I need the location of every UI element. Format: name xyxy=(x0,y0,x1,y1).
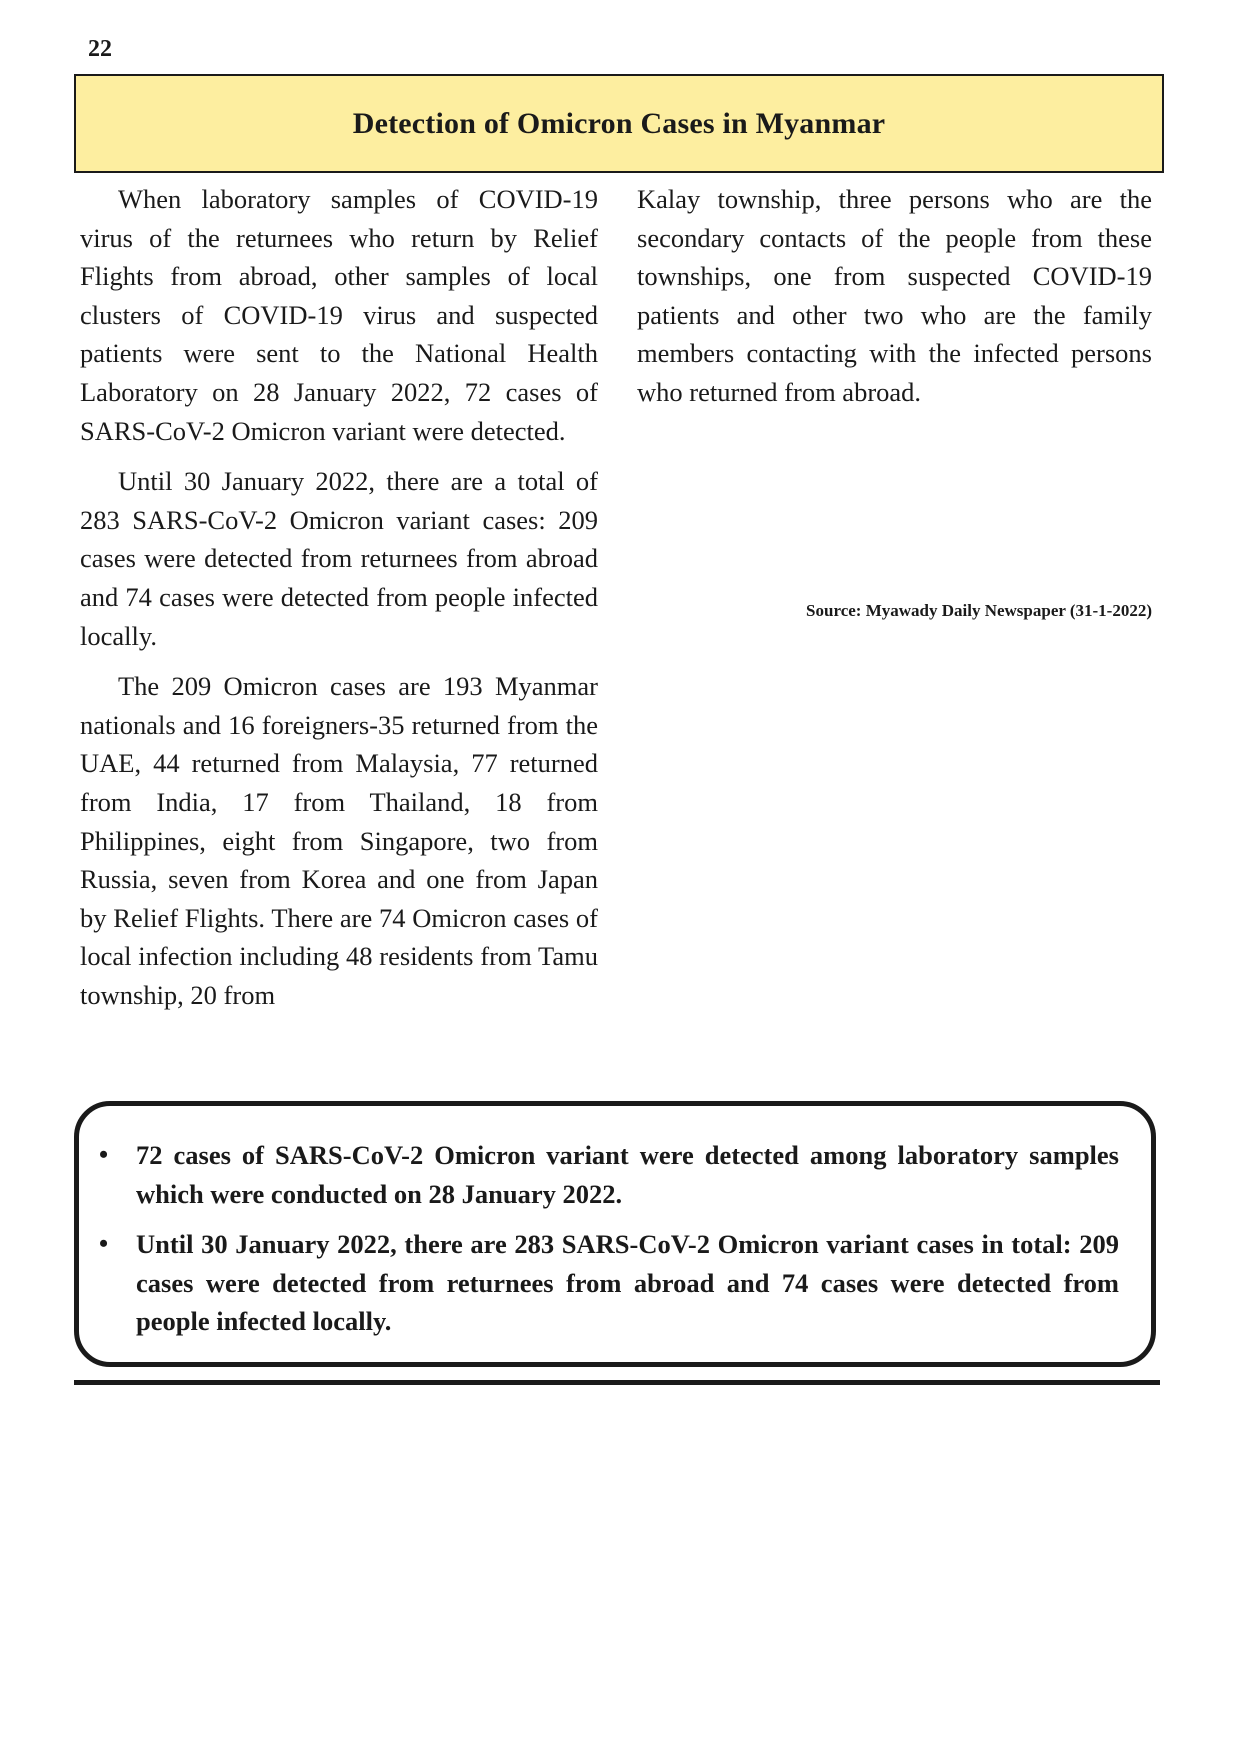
summary-box xyxy=(74,1101,1156,1367)
paragraph-lab-samples: When laboratory samples of COVID-19 virus of the returnees who return by Relief Flights from abroad, other samples of local clusters of COVID-19 virus and suspected patients were sent to the National Health Laboratory on 28 January 2022, 72 cases of SARS-CoV-2 Omicron variant were detected. xyxy=(80,184,598,446)
paragraph-total-cases: Until 30 January 2022, there are a total of 283 SARS-CoV-2 Omicron variant cases: 209 cases were detected from returnees from abroad and 74 cases were detected from people infected locally. xyxy=(80,466,598,651)
bullet-icon: • xyxy=(99,1229,109,1259)
summary-list xyxy=(99,1136,1119,1353)
summary-item xyxy=(99,1225,1119,1341)
summary-item-text: Until 30 January 2022, there are 283 SARS-CoV-2 Omicron variant cases in total: 209 cases were detected from returnees from abroad and 74 cases were detected from people infected locally. xyxy=(136,1229,1119,1337)
title-banner xyxy=(74,74,1164,173)
left-text-column xyxy=(80,180,598,1026)
summary-item xyxy=(99,1136,1119,1213)
paragraph-local-infections-continued: Kalay township, three persons who are the secondary contacts of the people from these townships, one from suspected COVID-19 patients and other two who are the family members contacting with the infected persons who returned from abroad. xyxy=(637,184,1152,407)
summary-item-text: 72 cases of SARS-CoV-2 Omicron variant were detected among laboratory samples which were conducted on 28 January 2022. xyxy=(136,1140,1119,1209)
page-number: 22 xyxy=(88,36,112,62)
bullet-icon: • xyxy=(99,1140,109,1169)
right-text-column xyxy=(637,180,1152,424)
paragraph-case-breakdown: The 209 Omicron cases are 193 Myanmar nationals and 16 foreigners-35 returned from the UAE, 44 returned from Malaysia, 77 returned from India, 17 from Thailand, 18 from Philippines, eight from Singapore, two from Russia, seven from Korea and one from Japan by Relief Flights. There are 74 Omicron cases of local infection including 48 residents from Tamu township, 20 from xyxy=(80,671,598,1010)
source-citation: Source: Myawady Daily Newspaper (31-1-2022) xyxy=(806,601,1152,620)
bottom-divider xyxy=(74,1380,1160,1385)
page-title: Detection of Omicron Cases in Myanmar xyxy=(352,106,886,140)
